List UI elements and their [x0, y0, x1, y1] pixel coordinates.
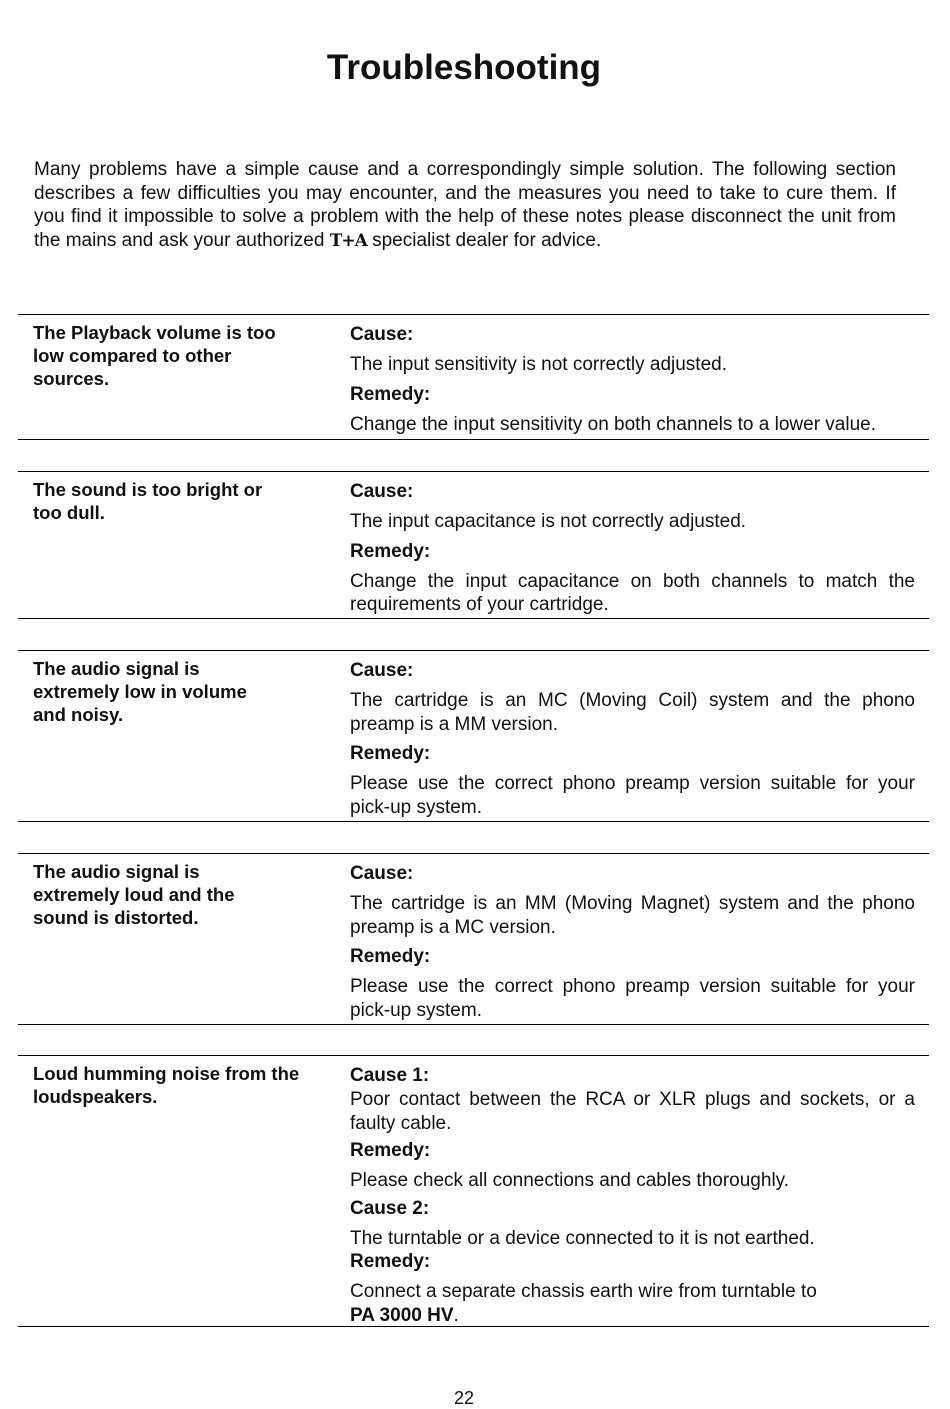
troubleshooting-item [18, 471, 929, 619]
intro-text: Many problems have a simple cause and a correspondingly simple solution. The following section describes a few difficulties you may encounter, and the measures you need to take to cure them. If you find it impossible to solve a problem with the help of these notes please disconnect the unit from the mains and ask your authorized [34, 159, 896, 251]
intro-text-end: specialist dealer for advice. [372, 229, 602, 251]
page-title: Troubleshooting [326, 48, 602, 87]
troubleshooting-item [18, 853, 929, 1025]
remedy-text: Please use the correct phono preamp version suitable for your pick-up system. [350, 773, 915, 818]
remedy-label: Remedy: [350, 1251, 431, 1272]
remedy-label: Remedy: [350, 383, 431, 405]
remedy1-text: Please check all connections and cables thoroughly. [350, 1170, 790, 1191]
problem-description: The audio signal is extremely low in volume and noisy. [33, 658, 247, 725]
cause-label: Cause: [350, 324, 414, 345]
cause2-text: The turntable or a device connected to it is not earthed. [350, 1227, 815, 1249]
solution-detail [350, 659, 915, 819]
cause-text: The input sensitivity is not correctly adjusted. [350, 354, 728, 375]
remedy-text: Please use the correct phono preamp version suitable for your pick-up system. [350, 976, 915, 1021]
solution-detail [350, 1064, 915, 1327]
intro-paragraph [34, 158, 896, 253]
cause-text: The cartridge is an MM (Moving Magnet) system and the phono preamp is a MC version. [350, 893, 915, 938]
problem-description: The audio signal is extremely loud and the sound is distorted. [33, 861, 235, 928]
cause2-label: Cause 2: [350, 1197, 430, 1219]
remedy-label: Remedy: [350, 946, 431, 967]
product-name: PA 3000 HV [350, 1304, 454, 1326]
problem-description: The Playback volume is too low compared to other sources. [33, 322, 276, 389]
remedy-label: Remedy: [350, 540, 431, 562]
remedy-label: Remedy: [350, 743, 431, 764]
cause1-label: Cause 1: [350, 1065, 430, 1086]
solution-detail [350, 480, 915, 617]
brand-logo: T+A [329, 230, 367, 251]
page-number: 22 [453, 1388, 475, 1408]
remedy-text: Change the input sensitivity on both channels to a lower value. [350, 413, 876, 435]
remedy2-text [350, 1280, 915, 1327]
solution-detail [350, 323, 915, 436]
troubleshooting-item [18, 1055, 929, 1327]
troubleshooting-item [18, 650, 929, 822]
cause-label: Cause: [350, 660, 414, 681]
remedy-label: Remedy: [350, 1140, 431, 1161]
cause-text: The cartridge is an MC (Moving Coil) system and the phono preamp is a MM version. [350, 690, 915, 735]
remedy2-text-start: Connect a separate chassis earth wire from turntable to [350, 1281, 817, 1302]
solution-detail [350, 862, 915, 1022]
cause-label: Cause: [350, 863, 414, 884]
cause-label: Cause: [350, 481, 414, 502]
cause1-text: Poor contact between the RCA or XLR plugs and sockets, or a faulty cable. [350, 1089, 915, 1134]
troubleshooting-item [18, 314, 929, 440]
problem-description: Loud humming noise from the loudspeakers. [33, 1063, 300, 1107]
cause-text: The input capacitance is not correctly adjusted. [350, 511, 747, 532]
remedy-text: Change the input capacitance on both channels to match the requirements of your cartridge. [350, 570, 915, 615]
problem-description: The sound is too bright or too dull. [33, 479, 263, 523]
remedy2-text-end: . [453, 1304, 459, 1326]
